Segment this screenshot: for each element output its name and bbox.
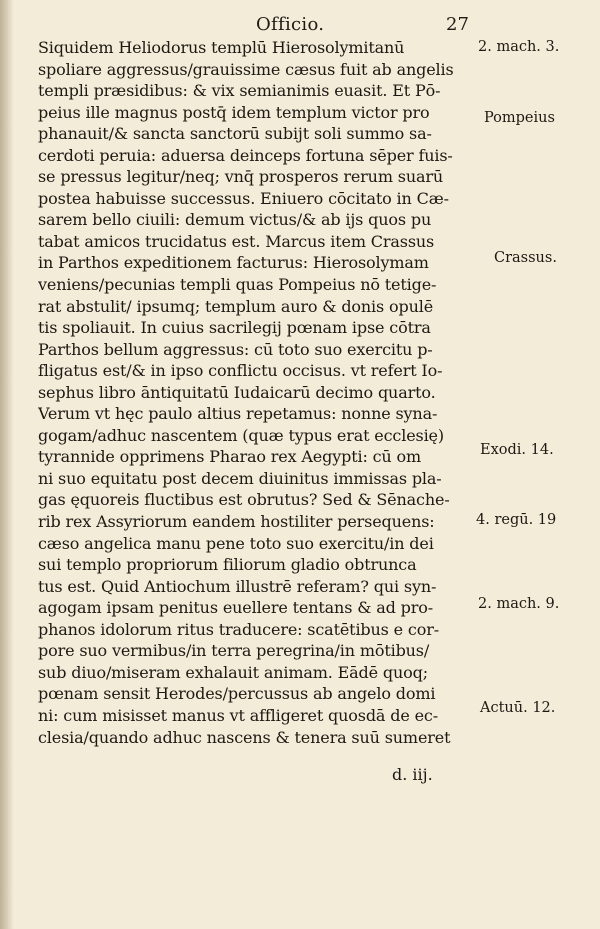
page-fold-shadow [0, 0, 14, 929]
text-line: rib rex Assyriorum eandem hostiliter persequens: [38, 512, 435, 532]
margin-note: Pompeius [484, 110, 555, 126]
text-line: rat abstulit/ ipsumq; templum auro & donis opulē [38, 296, 434, 316]
text-line: sarem bello ciuili: demum victus/& ab ijs quos pu [38, 210, 432, 230]
margin-note: 2. mach. 9. [478, 596, 560, 612]
text-line: fligatus est/& in ipso conflictu occisus. vt refert Io- [38, 361, 443, 381]
margin-note: Actuū. 12. [480, 700, 556, 716]
margin-note: Exodi. 14. [480, 442, 554, 458]
text-line: clesia/quando adhuc nascens & tenera suū sumeret [38, 727, 451, 747]
text-line: peius ille magnus postq̄ idem templum victor pro [38, 102, 430, 122]
text-line: gogam/adhuc nascentem (quæ typus erat ecclesię) [38, 425, 444, 445]
text-line: pore suo vermibus/in terra peregrina/in mōtibus/ [38, 641, 430, 661]
text-line: gas ęquoreis fluctibus est obrutus? Sed & Sēnache- [38, 490, 450, 510]
text-line: pœnam sensit Herodes/percussus ab angelo domi [38, 684, 436, 704]
text-line: templi præsidibus: & vix semianimis euasit. Et Pō- [38, 81, 441, 101]
page-number: 27 [446, 14, 469, 35]
text-line: se pressus legitur/neq; vnq̄ prosperos rerum suarū [38, 167, 444, 187]
body-text [38, 37, 478, 748]
text-line: cerdoti peruia: aduersa deinceps fortuna sēper fuis- [38, 145, 453, 165]
signature-mark: d. iij. [392, 765, 433, 784]
text-line: sephus libro āntiquitatū Iudaicarū decimo quarto. [38, 382, 436, 402]
text-line: sui templo propriorum filiorum gladio obtrunca [38, 555, 417, 575]
text-line: tus est. Quid Antiochum illustrē referam? qui syn- [38, 576, 437, 596]
text-line: in Parthos expeditionem facturus: Hierosolymam [38, 253, 429, 273]
running-head: Officio. [256, 14, 325, 35]
text-line: spoliare aggressus/grauissime cæsus fuit ab angelis [38, 59, 454, 79]
text-line: phanauit/& sancta sanctorū subijt soli summo sa- [38, 124, 432, 144]
text-line: tabat amicos trucidatus est. Marcus item Crassus [38, 231, 435, 251]
text-line: tyrannide opprimens Pharao rex Aegypti: cū om [38, 447, 422, 467]
text-line: cæso angelica manu pene toto suo exercitu/in dei [38, 533, 434, 553]
text-line: sub diuo/miseram exhalauit animam. Eādē quoq; [38, 662, 428, 682]
text-line: ni: cum misisset manus vt affligeret quosdā de ec- [38, 705, 438, 725]
text-line: Verum vt hęc paulo altius repetamus: nonne syna- [38, 404, 438, 424]
margin-note: Crassus. [494, 250, 557, 266]
text-line: Siquidem Heliodorus templū Hierosolymitanū [38, 38, 405, 57]
text-line: Parthos bellum aggressus: cū toto suo exercitu p- [38, 339, 433, 359]
text-line: agogam ipsam penitus euellere tentans & ad pro- [38, 598, 433, 618]
text-line: ni suo equitatu post decem diuinitus immissas pla- [38, 468, 442, 488]
text-line: veniens/pecunias templi quas Pompeius nō tetige- [38, 275, 437, 295]
text-line: phanos idolorum ritus traducere: scatētibus e cor- [38, 619, 439, 639]
text-line: tis spoliauit. In cuius sacrilegij pœnam ipse cōtra [38, 318, 431, 338]
margin-note: 2. mach. 3. [478, 39, 560, 55]
text-line: postea habuisse successus. Eniuero cōcitato in Cæ- [38, 188, 449, 208]
margin-note: 4. regū. 19 [476, 512, 557, 528]
